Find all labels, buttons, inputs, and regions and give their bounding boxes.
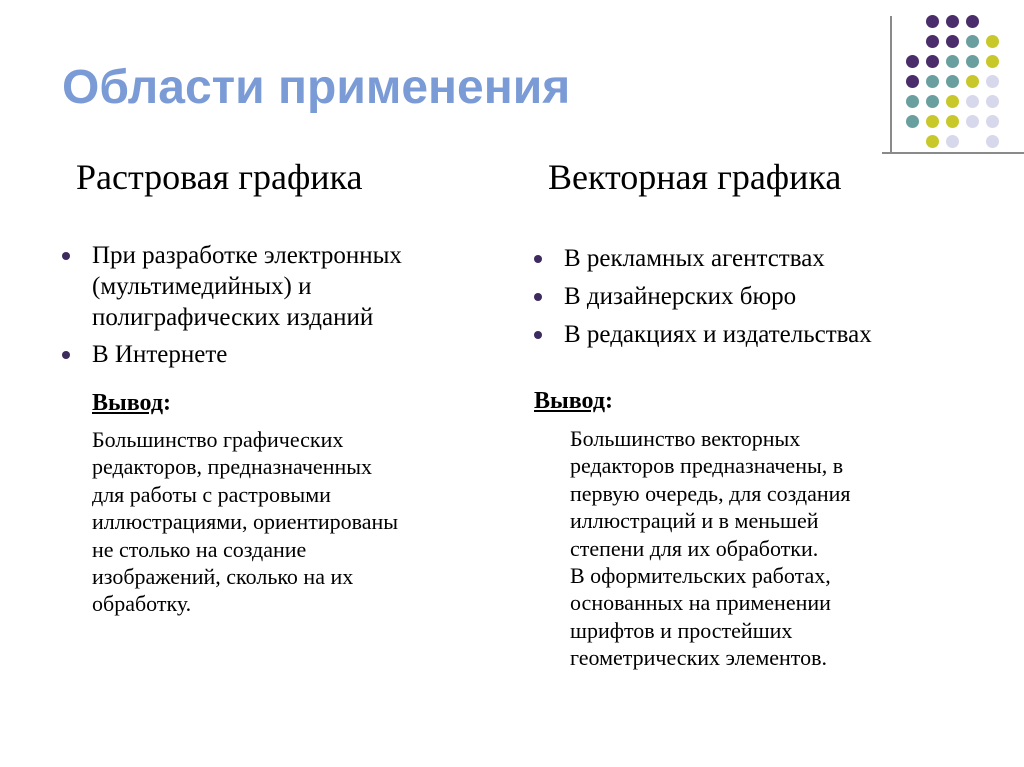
bullet-icon bbox=[534, 331, 542, 339]
decorative-dot bbox=[926, 95, 939, 108]
vector-heading: Векторная графика bbox=[548, 157, 842, 197]
bullet-text: В дизайнерских бюро bbox=[564, 283, 797, 310]
decorative-dot bbox=[946, 115, 959, 128]
decorative-dot bbox=[966, 95, 979, 108]
decorative-dot bbox=[906, 75, 919, 88]
decorative-dot bbox=[946, 55, 959, 68]
decorative-horizontal-line bbox=[882, 152, 1024, 154]
bullet-icon bbox=[62, 351, 70, 359]
decorative-dot bbox=[926, 15, 939, 28]
bullet-text: В рекламных агентствах bbox=[564, 245, 825, 272]
decorative-dot bbox=[986, 115, 999, 128]
decorative-dot bbox=[926, 75, 939, 88]
list-item bbox=[534, 319, 994, 350]
decorative-dot bbox=[946, 15, 959, 28]
decorative-dot bbox=[946, 95, 959, 108]
bullet-icon bbox=[534, 255, 542, 263]
conclusion-label-text: Вывод bbox=[534, 388, 605, 414]
bullet-icon bbox=[534, 293, 542, 301]
list-item bbox=[534, 243, 994, 274]
decorative-dot bbox=[966, 35, 979, 48]
decorative-dot bbox=[906, 95, 919, 108]
conclusion-label-text: Вывод bbox=[92, 390, 163, 416]
bullet-icon bbox=[62, 252, 70, 260]
decorative-dot bbox=[926, 115, 939, 128]
conclusion-colon: : bbox=[163, 390, 171, 416]
decorative-dot bbox=[906, 55, 919, 68]
decorative-dot bbox=[966, 55, 979, 68]
decorative-dot bbox=[926, 55, 939, 68]
decorative-dot bbox=[986, 95, 999, 108]
slide-title: Области применения bbox=[62, 61, 571, 114]
list-item bbox=[534, 281, 994, 312]
bullet-text: В редакциях и издательствах bbox=[564, 321, 872, 348]
raster-conclusion-text: Большинство графических редакторов, предназначенных для работы с растровыми иллюстрациями, ориентированы не столько на создание изображений, сколько на их обработку. bbox=[92, 427, 399, 617]
vector-conclusion-text: Большинство векторных редакторов предназначены, в первую очередь, для создания иллюстраций и в меньшей степени для их обработки. В оформительских работах, основанных на применении шрифтов и простейших геометрических элементов. bbox=[570, 426, 851, 671]
decorative-vertical-line bbox=[890, 16, 892, 152]
bullet-text: При разработке электронных (мультимедийных) и полиграфических изданий bbox=[92, 242, 402, 331]
list-item bbox=[62, 240, 502, 333]
decorative-dot bbox=[906, 115, 919, 128]
decorative-dot bbox=[926, 35, 939, 48]
decorative-dot bbox=[986, 75, 999, 88]
decorative-dot bbox=[966, 115, 979, 128]
raster-bullet-list bbox=[62, 240, 502, 376]
conclusion-colon: : bbox=[605, 388, 613, 414]
raster-conclusion-label bbox=[92, 390, 171, 417]
vector-conclusion-label bbox=[534, 388, 613, 415]
bullet-text: В Интернете bbox=[92, 341, 228, 368]
decorative-dot bbox=[926, 135, 939, 148]
decorative-dot bbox=[946, 35, 959, 48]
decorative-dot bbox=[946, 75, 959, 88]
list-item bbox=[62, 339, 502, 370]
decorative-dot bbox=[986, 55, 999, 68]
decorative-dot bbox=[946, 135, 959, 148]
decorative-dot bbox=[986, 135, 999, 148]
raster-heading: Растровая графика bbox=[76, 157, 363, 197]
decorative-dot bbox=[966, 75, 979, 88]
decorative-dot bbox=[986, 35, 999, 48]
vector-bullet-list bbox=[534, 243, 994, 357]
decorative-dot bbox=[966, 15, 979, 28]
